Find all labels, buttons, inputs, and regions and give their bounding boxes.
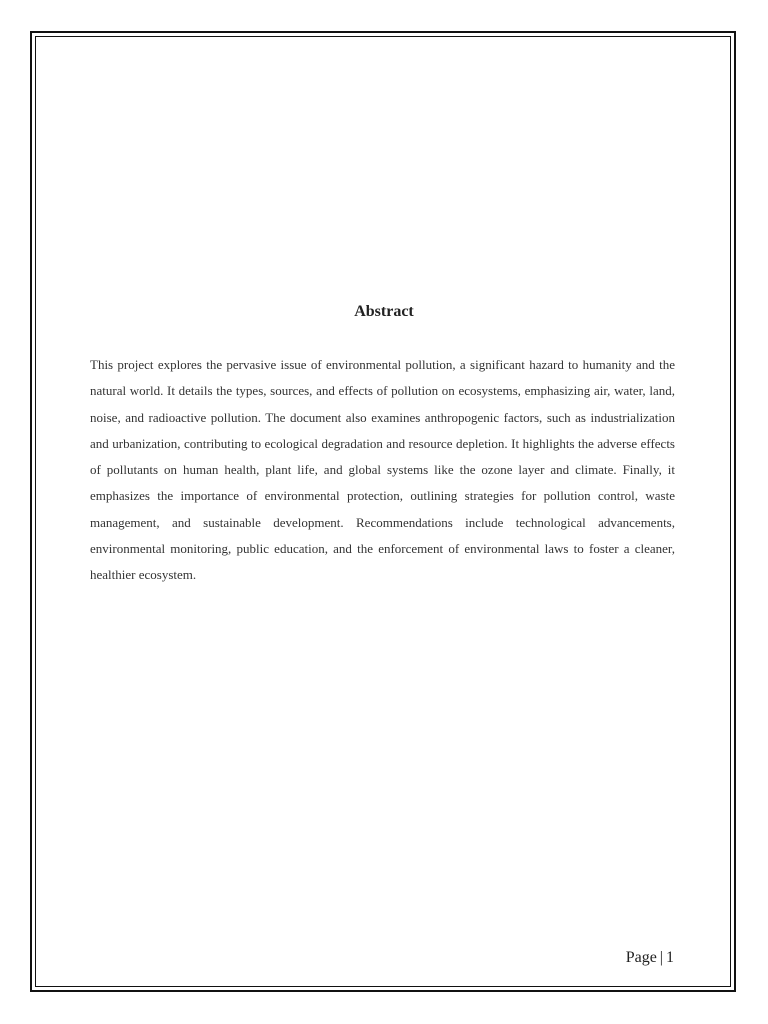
abstract-paragraph: This project explores the pervasive issue of environmental pollution, a significant hazard to humanity and the natural world. It details the types, sources, and effects of pollution on ecosystems, emphasizing air, water, land, noise, and radioactive pollution. The document also examines anthropogenic factors, such as industrialization and urbanization, contributing to ecological degradation and resource depletion. It highlights the adverse effects of pollutants on human health, plant life, and global systems like the ozone layer and climate. Finally, it emphasizes the importance of environmental protection, outlining strategies for pollution control, waste management, and sustainable development. Recommendations include technological advancements, environmental monitoring, public education, and the enforcement of environmental laws to foster a cleaner, healthier ecosystem. — [90, 357, 675, 583]
abstract-heading: Abstract — [354, 303, 414, 320]
page-separator: | — [659, 949, 663, 966]
page-number: 1 — [666, 949, 674, 966]
page-label: Page — [625, 949, 657, 966]
page-number-footer — [626, 949, 674, 967]
